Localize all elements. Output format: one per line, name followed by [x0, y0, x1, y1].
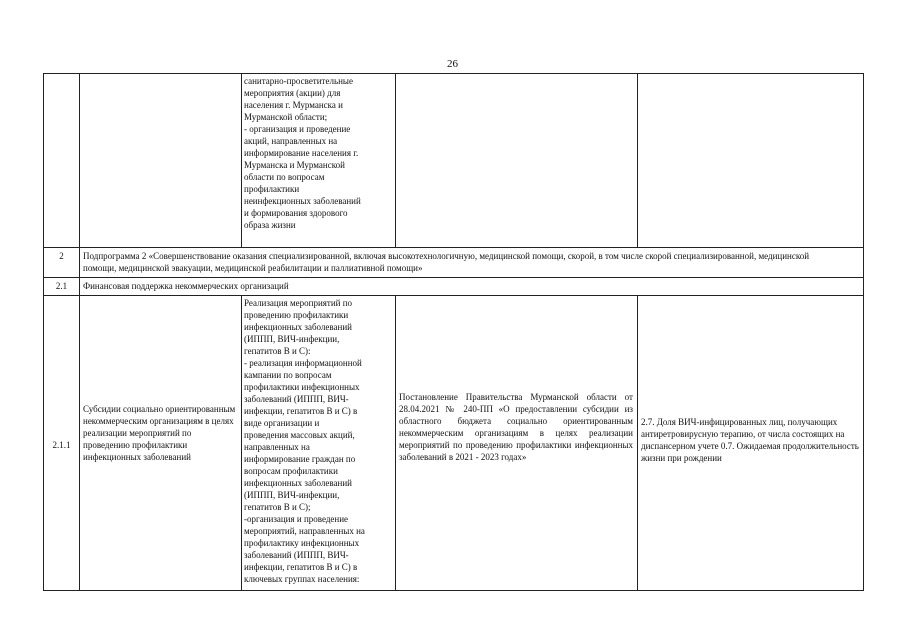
page-number: 26: [447, 58, 458, 70]
row-divider: [43, 295, 864, 296]
subprogram-title: Подпрограмма 2 «Совершенствование оказания специализированной, включая высокотехнологичную, медицинской помощи, скорой, в том числе скорой специализированной, медицинской помощи, медицинской эвакуации, медицинской реабилитации и паллиативной помощи»: [83, 251, 810, 273]
activity-cell-continued: санитарно-просветительные мероприятия (акции) для населения г. Мурманска и Мурманской области; - организация и проведение акций, направленных на информирование населения г. Мурманска и Мурманской области по вопросам профилактики неинфекционных заболеваний и формирования здорового образа жизни: [244, 76, 361, 230]
table-border-right: [863, 73, 864, 591]
column-divider: [241, 295, 242, 591]
section-title: Финансовая поддержка некоммерческих организаций: [83, 281, 289, 291]
section-number: 2.1: [55, 281, 68, 291]
program-table: [43, 73, 864, 591]
column-divider: [79, 73, 80, 591]
column-divider: [241, 73, 242, 247]
row-divider: [43, 277, 864, 278]
item-activity: Реализация мероприятий по проведению профилактики инфекционных заболеваний (ИППП, ВИЧ-инфекции, гепатитов В и С): - реализация информационной кампании по вопросам профилактики инфекционных заболеваний (ИППП, ВИЧ- инфекции, гепатитов В и С) в виде организации и проведения массовых акций, направленных на информирование граждан по вопросам профилактики инфекционных заболеваний (ИППП, ВИЧ-инфекции, гепатитов В и С); -организация и проведение мероприятий, направленных на профилактику инфекционных заболеваний (ИППП, ВИЧ- инфекции, гепатитов В и С) в ключевых группах населения:: [244, 298, 365, 584]
column-divider: [395, 73, 396, 247]
table-border-left: [43, 73, 44, 591]
column-divider: [637, 295, 638, 591]
column-divider: [395, 295, 396, 591]
item-indicator: 2.7. Доля ВИЧ-инфицированных лиц, получающих антиретровирусную терапию, от числа состоящих на диспансерном учете 0.7. Ожидаемая продолжительность жизни при рождении: [641, 417, 859, 463]
item-name: Субсидии социально ориентированным некоммерческим организациям в целях реализации мероприятий по проведению профилактики инфекционных заболеваний: [83, 404, 236, 462]
row-divider: [43, 247, 864, 248]
item-regulation: Постановление Правительства Мурманской области от 28.04.2021 № 240-ПП «О предоставлении субсидии из областного бюджета социально ориентированным некоммерческим организациям в целях реализации мероприятий по проведению профилактики инфекционных заболеваний в 2021 - 2023 годах»: [399, 392, 633, 462]
column-divider: [637, 73, 638, 247]
table-border-bottom: [43, 590, 864, 591]
table-border-top: [43, 73, 864, 74]
item-number: 2.1.1: [52, 440, 71, 450]
subprogram-number: 2: [59, 251, 64, 261]
